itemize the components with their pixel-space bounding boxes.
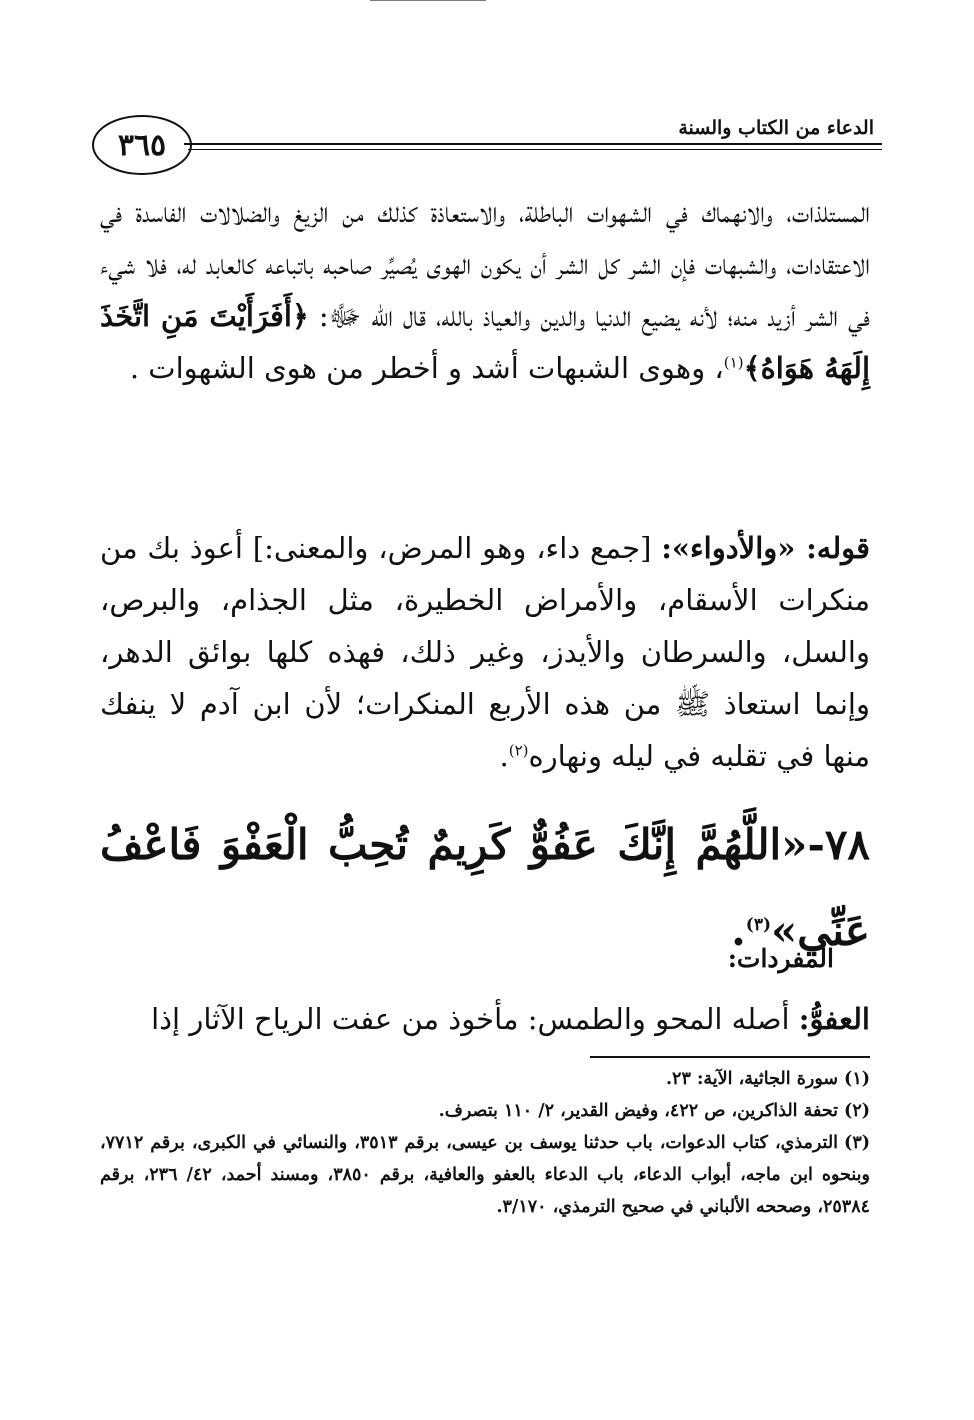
paragraph-2-text: [جمع داء، وهو المرض، والمعنى:] أعوذ بك من منكرات الأسقام، والأمراض الخطيرة، مثل الجذام، والبرص، والسل، والسرطان والأيدز، وغير ذلك، فهذه كلها بوائق الدهر، وإنما استعاذ ﷺ من هذه الأربع المنكرات؛ لأن ابن آدم لا ينفك منها في تقلبه في ليله ونهاره	[100, 531, 870, 773]
footnote-label: (٣)	[844, 1133, 870, 1153]
footnote-text: سورة الجاثية، الآية: ٢٣.	[665, 1069, 839, 1089]
footnote-label: (٢)	[844, 1101, 870, 1121]
commentary-lead: قوله: «والأدواء»:	[661, 531, 870, 565]
page-number: ٣٦٥	[117, 127, 167, 163]
footnote-ref-2: (٢)	[508, 741, 529, 760]
paragraph-3	[100, 993, 870, 1045]
vocabulary-term: العفوُّ:	[798, 1002, 870, 1036]
footnote	[100, 1095, 870, 1127]
paragraph-1-text-b: ، وهوى الشبهات أشد و أخطر من هوى الشهوات .	[129, 351, 724, 385]
page-header	[92, 105, 882, 185]
footnote-text: تحفة الذاكرين، ص ٤٢٢، وفيض القدير، ٢/ ١١٠ بتصرف.	[438, 1101, 839, 1121]
footnote-ref-3: (٣)	[745, 915, 771, 935]
footnote-separator	[590, 1056, 870, 1058]
footnote-ref-1: (١)	[723, 353, 744, 372]
paragraph-1	[100, 186, 870, 394]
quran-verse: ﴿أَفَرَأَيْتَ مَنِ اتَّخَذَ إِلَهَهُ هَوَاهُ﴾	[100, 299, 870, 385]
page-number-oval	[92, 115, 192, 175]
hadith-end: .	[731, 906, 746, 955]
vocabulary-heading: المفردات:	[727, 944, 834, 973]
paragraph-1-text-a: المستلذات، والانهماك في الشهوات الباطلة، والاستعاذة كذلك من الزيغ والضلالات الفاسدة في الاعتقادات، والشبهات فإن الشر كل الشر أن يكون الهوى يُصيِّر صاحبه باتباعه كالعابد له، فلا شيء في الشر أزيد منه؛ لأنه يضيع الدنيا والدين والعياذ بالله، قال الله ﷻ:	[100, 195, 871, 333]
running-title: الدعاء من الكتاب والسنة	[678, 117, 874, 139]
hadith-number: ٧٨-	[807, 820, 870, 869]
footnote	[100, 1127, 870, 1223]
footnote	[100, 1063, 870, 1095]
hadith-text: «اللَّهُمَّ إِنَّكَ عَفُوٌّ كَرِيمٌ تُحِبُّ الْعَفْوَ فَاعْفُ عَنِّي»	[100, 820, 870, 955]
footnotes	[100, 1063, 870, 1223]
paragraph-2	[100, 522, 870, 782]
header-rule	[184, 143, 882, 145]
paragraph-2-end: .	[499, 739, 509, 773]
top-rule	[370, 0, 486, 1]
footnote-text: الترمذي، كتاب الدعوات، باب حدثنا يوسف بن عيسى، برقم ٣٥١٣، والنسائي في الكبرى، برقم ٧٧١٢، وبنحوه ابن ماجه، أبواب الدعاء، باب الدعاء بالعفو والعافية، برقم ٣٨٥٠، ومسند أحمد، ٤٢/ ٢٣٦، برقم ٢٥٣٨٤، وصححه الألباني في صحيح الترمذي، ٣/١٧٠.	[100, 1133, 870, 1217]
vocabulary-text: أصله المحو والطمس: مأخوذ من عفت الرياح الآثار إذا	[151, 1002, 799, 1036]
header-rule-thin	[188, 149, 882, 150]
footnote-label: (١)	[844, 1069, 870, 1089]
